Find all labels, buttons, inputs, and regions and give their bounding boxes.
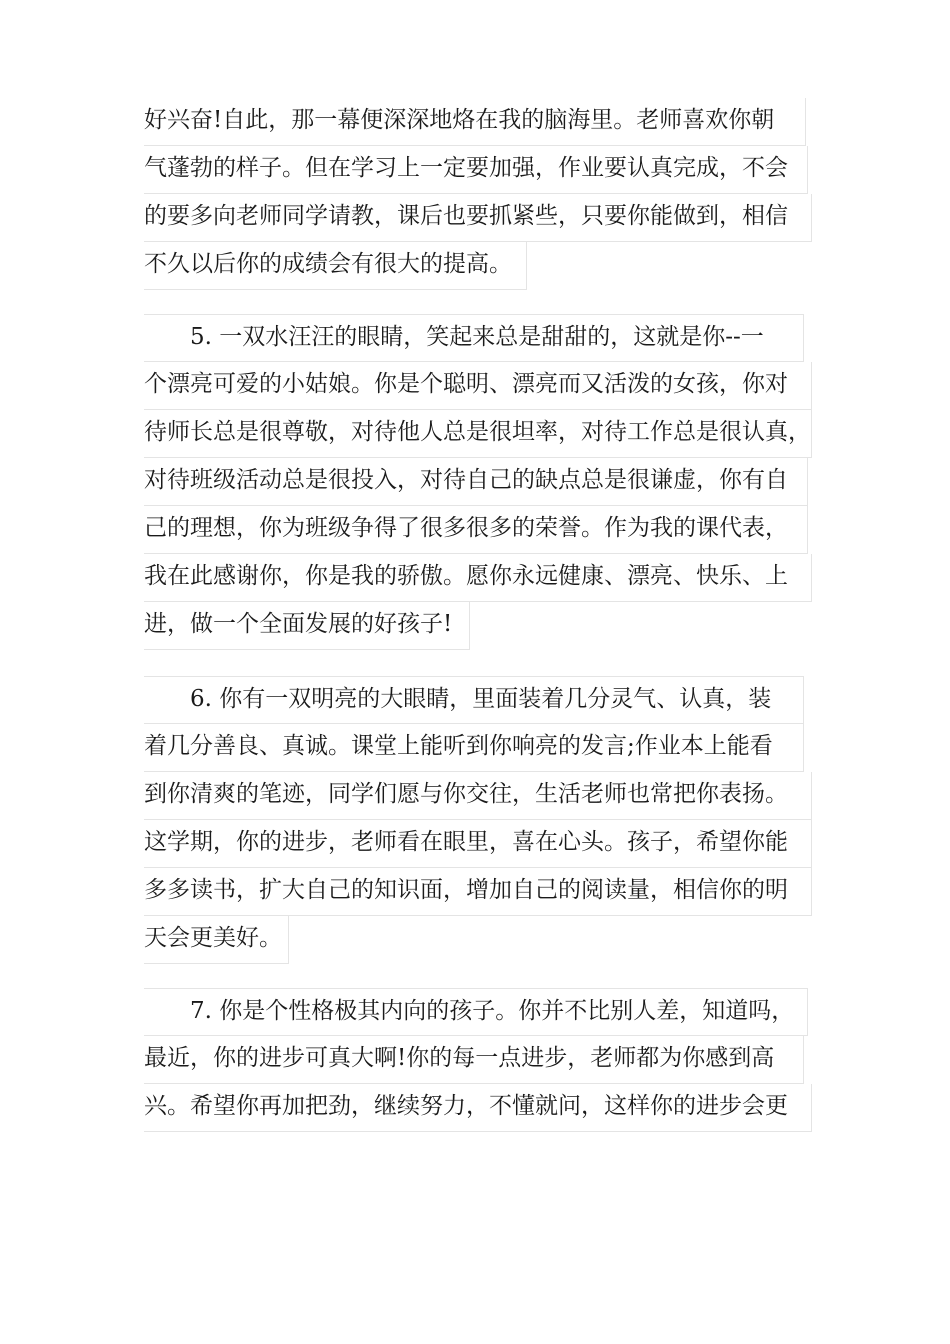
paragraph-1-line-1: 好兴奋!自此，那一幕便深深地烙在我的脑海里。老师喜欢你朝 bbox=[144, 98, 806, 146]
paragraph-1-line-2: 气蓬勃的样子。但在学习上一定要加强，作业要认真完成，不会 bbox=[144, 146, 808, 194]
paragraph-5-line-6: 我在此感谢你，你是我的骄傲。愿你永远健康、漂亮、快乐、上 bbox=[144, 554, 812, 602]
paragraph-5-line-7: 进，做一个全面发展的好孩子! bbox=[144, 602, 470, 650]
paragraph-7-line-1: 7. 你是个性格极其内向的孩子。你并不比别人差，知道吗， bbox=[144, 988, 808, 1036]
paragraph-6-line-6: 天会更美好。 bbox=[144, 916, 289, 964]
paragraph-1-line-4: 不久以后你的成绩会有很大的提高。 bbox=[144, 242, 527, 290]
paragraph-5-line-4: 对待班级活动总是很投入，对待自己的缺点总是很谦虚，你有自 bbox=[144, 458, 808, 506]
paragraph-6-line-4: 这学期，你的进步，老师看在眼里，喜在心头。孩子，希望你能 bbox=[144, 820, 812, 868]
paragraph-6-line-1: 6. 你有一双明亮的大眼睛，里面装着几分灵气、认真，装 bbox=[144, 676, 804, 724]
paragraph-6-line-2: 着几分善良、真诚。课堂上能听到你响亮的发言;作业本上能看 bbox=[144, 724, 804, 772]
paragraph-5-line-5: 己的理想，你为班级争得了很多很多的荣誉。作为我的课代表， bbox=[144, 506, 808, 554]
paragraph-5-line-2: 个漂亮可爱的小姑娘。你是个聪明、漂亮而又活泼的女孩，你对 bbox=[144, 362, 812, 410]
paragraph-1-line-3: 的要多向老师同学请教，课后也要抓紧些，只要你能做到，相信 bbox=[144, 194, 812, 242]
paragraph-6-line-3: 到你清爽的笔迹，同学们愿与你交往，生活老师也常把你表扬。 bbox=[144, 772, 812, 820]
paragraph-7-line-3: 兴。希望你再加把劲，继续努力，不懂就问，这样你的进步会更 bbox=[144, 1084, 812, 1132]
paragraph-5-line-1: 5. 一双水汪汪的眼睛，笑起来总是甜甜的，这就是你--一 bbox=[144, 314, 804, 362]
paragraph-7-line-2: 最近，你的进步可真大啊!你的每一点进步，老师都为你感到高 bbox=[144, 1036, 804, 1084]
paragraph-5-line-3: 待师长总是很尊敬，对待他人总是很坦率，对待工作总是很认真， bbox=[144, 410, 812, 458]
paragraph-6-line-5: 多多读书，扩大自己的知识面，增加自己的阅读量，相信你的明 bbox=[144, 868, 812, 916]
